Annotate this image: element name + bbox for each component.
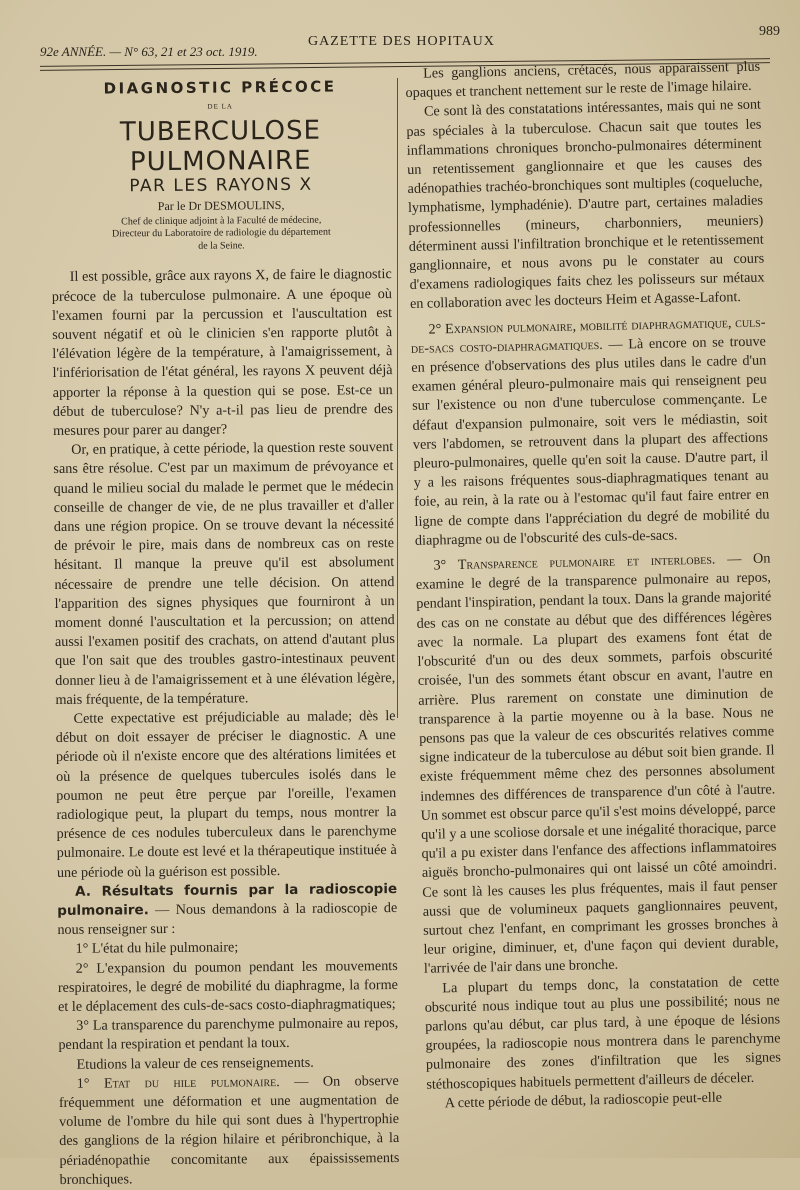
subsection-text: — On examine le degré de la transparence pulmonaire au repos, pendant l'inspiration, pendant la toux. Dans la grande majorité des cas on ne constate au début que des différences légères avec la normale. La plupart des examens font état de l'obscurité d'un ou des deux sommets, parfois obscurité croisée, l'un des sommets étant obscur en avant, l'autre en arrière. Plus rarement on constate une diminution de transparence à la partie moyenne ou à la base. Nous ne pensons pas que la valeur de ces obscurités relatives comme signe indicateur de la tuberculose au début soit bien grande. Il existe fréquemment même chez des personnes absolument indemnes des différences de transparence d'un côté à l'autre. Un sommet est obscur parce qu'il s'est moins développé, parce qu'il y a une scoliose dorsale et une inégalité thoracique, parce qu'il a pu exister dans l'enfance des affections inflammatoires aiguës broncho-pulmonaires qui ont laissé un côté amoindri. Ce sont là les causes les plus fréquentes, mais il faut penser aussi que de volumineux paquets ganglionnaires peuvent, surtout chez l'enfant, en comprimant les grosses bronches à leur origine, diminuer, et, d'une façon qui devient durable, l'arrivée de l'air dans une bronche. (415, 550, 779, 978)
article-subtitle: PAR LES RAYONS X (129, 175, 313, 197)
page-number: 989 (759, 24, 780, 39)
affiliation-line: Directeur du Laboratoire de radiologie du département (111, 226, 331, 240)
article-kicker: DIAGNOSTIC PRÉCOCE (103, 77, 337, 98)
list-item: 2° L'expansion du poumon pendant les mouvements respiratoires, le degré de mobilité du diaphragme, la forme et le déplacement des culs-de-sacs costo-diaphragmatiques; (57, 957, 398, 1015)
right-column (405, 58, 782, 1114)
journal-title: GAZETTE DES HOPITAUX (308, 34, 495, 49)
left-column (50, 77, 400, 1190)
subsection-heading: 1° Etat du hile pulmonaire. (76, 1073, 280, 1092)
list-item: 3° La transparence du parenchyme pulmonaire au repos, pendant la respiration et pendant la toux. (58, 1015, 399, 1054)
article-author: Par le Dr DESMOULINS, (157, 197, 285, 213)
article-de-la: DE LA (207, 102, 233, 111)
section-a-text: — Nous demandons à la radioscopie de nous renseigner sur : (57, 900, 398, 939)
paragraph: Les ganglions anciens, crétacés, nous apparaissent plus opaques et tranchent nettement sur le reste de l'image hilaire. (405, 58, 761, 102)
issue-line: 92e ANNÉE. — N° 63, 21 et 23 oct. 1919. (40, 44, 258, 59)
affiliation-line: Chef de clinique adjoint à la Faculté de médecine, (121, 214, 322, 228)
subsection-heading: 3° Transparence pulmonaire et interlobes. (433, 551, 716, 574)
paragraph: Etudions la valeur de ces renseignements. (76, 1054, 314, 1073)
section-a (57, 880, 397, 941)
paragraph: La plupart du temps donc, la constatation de cette obscurité nous indique tout au plus une possibilité; nous ne parlons qu'au début, car plus tard, à une époque de lésions groupées, la radioscopie nous montrera dans le parenchyme pulmonaire des zones d'infiltration que les signes stéthoscopiques habituels permettent d'ailleurs de déceler. (424, 972, 782, 1093)
subsection-hile (59, 1072, 400, 1190)
affiliation-line: de la Seine. (198, 240, 245, 252)
subsection-heading: 2° Expansion pulmonaire, mobilité diaphragmatique, culs-de-sacs costo-diaphragmatiques. (410, 314, 766, 357)
list-item: 1° L'état du hile pulmonaire; (75, 939, 239, 958)
section-a-heading: A. Résultats fournis par la radioscopie pulmonaire. (57, 880, 398, 919)
subsection-transparence (415, 550, 779, 980)
paragraph: Ce sont là des constatations intéressantes, mais qui ne sont pas spéciales à la tuberculose. Chacun sait que toutes les inflammations chroniques broncho-pulmonaires déterminent un retentissement ganglionnaire et que les causes des adénopathies trachéo-bronchiques sont multiples (coqueluche, lymphatisme, lymphadénie). D'autre part, certaines maladies professionnelles (mineurs, charbonniers, meuniers) déterminent aussi l'infiltration bronchique et le retentissement ganglionnaire, et nous avons pu le constater au cours d'examens radiologiques faits chez les polisseurs sur métaux en collaboration avec les docteurs Heim et Agasse-Lafont. (406, 96, 765, 313)
subsection-text: — Là encore on se trouve en présence d'observations des plus utiles dans le cadre d'un examen général pleuro-pulmonaire mais qui renseignent peu sur l'existence ou non d'une tuberculose commençante. Le défaut d'expansion pulmonaire, soit vers le médiastin, soit vers l'abdomen, se retrouvent dans la plupart des affections pleuro-pulmonaires, quelle qu'en soit la cause. D'autre part, il y a les raisons fréquentes sous-diaphragmatiques tenant au foie, au rein, à la rate ou à l'estomac qu'il faut faire entrer en ligne de compte dans l'appréciation du degré de mobilité du diaphragme ou de l'obscurité des culs-de-sacs. (411, 333, 770, 549)
paragraph: Or, en pratique, à cette période, la question reste souvent sans être résolue. C'est par un maximum de prévoyance et quand le milieu social du malade le permet que le médecin conseille de changer de vie, de ne plus travailler et d'aller dans une région propice. On se trouve devant la nécessité de prévoir le pire, mais dans de nombreux cas on reste hésitant. Il manque la preuve qu'il est absolument nécessaire de prendre une telle décision. On attend l'apparition des signes physiques que fourniront à un moment donné l'auscultation et la percussion; on attend aussi l'examen positif des crachats, on attend d'autant plus que l'on sait que des troubles gastro-intestinaux peuvent donner lieu à de l'amaigrissement et à une élévation légère, mais fréquente, de la température. (53, 439, 396, 708)
paragraph: A cette période de début, la radioscopie peut-elle (444, 1089, 723, 1112)
paragraph: Il est possible, grâce aux rayons X, de faire le diagnostic précoce de la tuberculose pulmonaire. A une époque où l'examen fourni par la percussion et l'auscultation est souvent négatif et où le clinicien s'en rapporte plutôt à l'élévation légère de la température, à l'amaigrissement, à l'infériorisation de l'état général, les rayons X peuvent déjà apporter la réponse à la question qui se pose. Est-ce un début de tuberculose? N'y a-t-il pas lieu de prendre des mesures pour parer au danger? (51, 266, 393, 439)
subsection-text: — On observe fréquemment une déformation et une augmentation de volume de l'ombre du hile qui sont dues à l'hypertrophie des ganglions de la région hilaire et péribronchique, à la périadénopathie concomitante aux épaississements bronchiques. (58, 1072, 400, 1188)
author-affiliation (51, 214, 391, 254)
column-divider (397, 78, 398, 718)
article-title: TUBERCULOSE PULMONAIRE (119, 116, 322, 178)
subsection-expansion (410, 313, 770, 551)
paragraph: Cette expectative est préjudiciable au malade; dès le début on doit essayer de préciser le diagnostic. A une période où il n'existe encore que des altérations limitées et où la présence de quelques tubercules isolés dans le poumon ne peut être perçue par l'oreille, l'examen radiologique peut, la plupart du temps, nous montrer la présence de ces nodules tuberculeux dans le parenchyme pulmonaire. Le doute est levé et la thérapeutique instituée à une période où la guérison est possible. (55, 707, 397, 881)
